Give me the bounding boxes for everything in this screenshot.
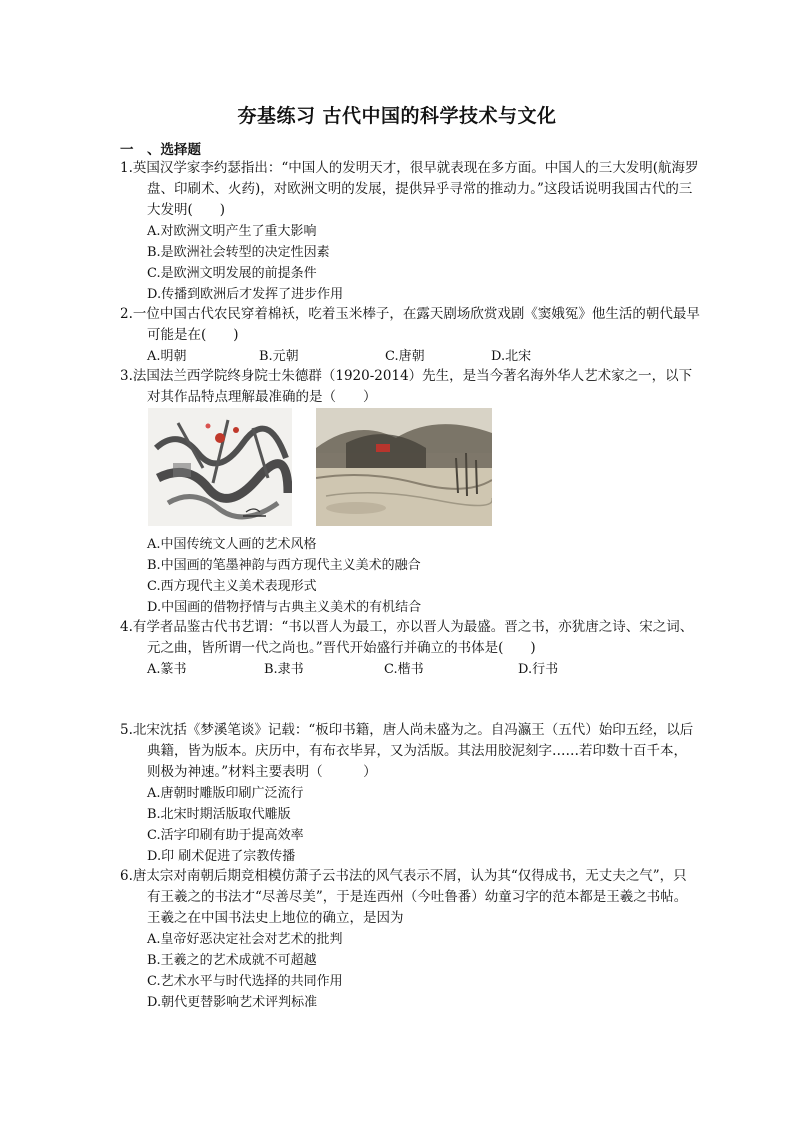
question-3-option-d: D.中国画的借物抒情与古典主义美术的有机结合 xyxy=(147,600,422,615)
question-1 xyxy=(120,158,700,305)
question-6-option-c: C.艺术水平与时代选择的共同作用 xyxy=(147,974,343,989)
question-2 xyxy=(120,304,700,367)
question-5-option-a: A.唐朝时雕版印刷广泛流行 xyxy=(147,786,304,801)
question-1-text: 1.英国汉学家李约瑟指出：“中国人的发明天才，很早就表现在多方面。中国人的三大发明(航海罗盘、印刷术、火药)，对欧洲文明的发展，提供异乎寻常的推动力。”这段话说明我国古代的三大发明( ) xyxy=(120,160,699,218)
question-6-text: 6.唐太宗对南朝后期竞相模仿萧子云书法的风气表示不屑，认为其“仅得成书，无丈夫之气”，只有王羲之的书法才“尽善尽美”，于是连西州（今吐鲁番）幼童习字的范本都是王羲之书帖。王羲之在中国书法史上地位的确立，是因为 xyxy=(120,868,688,926)
question-1-option-a: A.对欧洲文明产生了重大影响 xyxy=(147,224,317,239)
question-1-option-b: B.是欧洲社会转型的决定性因素 xyxy=(147,245,330,260)
artwork-images xyxy=(148,408,493,528)
question-6 xyxy=(120,866,700,1013)
question-4 xyxy=(120,617,700,680)
question-5-option-b: B.北宋时期活版取代雕版 xyxy=(147,807,291,822)
question-2-option-d: D.北宋 xyxy=(491,349,532,364)
question-2-option-b: B.元朝 xyxy=(259,349,299,364)
question-2-text: 2.一位中国古代农民穿着棉袄，吃着玉米棒子，在露天剧场欣赏戏剧《窦娥冤》他生活的朝代最早可能是在( ) xyxy=(120,306,700,343)
question-3-text: 3.法国法兰西学院终身院士朱德群（1920-2014）先生，是当今著名海外华人艺术家之一，以下对其作品特点理解最准确的是（ ） xyxy=(120,368,693,405)
section-heading: 一 、选择题 xyxy=(120,142,201,158)
question-6-option-d: D.朝代更替影响艺术评判标准 xyxy=(147,995,318,1010)
question-2-options xyxy=(120,346,700,367)
question-4-option-c: C.楷书 xyxy=(384,662,424,677)
question-1-option-d: D.传播到欧洲后才发挥了进步作用 xyxy=(147,287,344,302)
question-5 xyxy=(120,720,700,867)
question-2-option-a: A.明朝 xyxy=(147,349,187,364)
question-6-option-b: B.王羲之的艺术成就不可超越 xyxy=(147,953,317,968)
question-3-option-a: A.中国传统文人画的艺术风格 xyxy=(147,537,317,552)
question-5-text: 5.北宋沈括《梦溪笔谈》记载：“板印书籍，唐人尚未盛为之。自冯瀛王（五代）始印五经，以后典籍，皆为版本。庆历中，有布衣毕昇，又为活版。其法用胶泥刻字……若印数十百千本，则极为神速。”材料主要表明（ ） xyxy=(120,722,694,780)
question-3 xyxy=(120,366,700,408)
question-4-option-b: B.隶书 xyxy=(264,662,304,677)
question-5-option-d: D.印 刷术促进了宗教传播 xyxy=(147,849,296,864)
question-4-option-d: D.行书 xyxy=(518,662,559,677)
question-4-options xyxy=(120,659,700,680)
abstract-ink-painting xyxy=(148,408,292,526)
question-3-option-b: B.中国画的笔墨神韵与西方现代主义美术的融合 xyxy=(147,558,421,573)
question-3-option-c: C.西方现代主义美术表现形式 xyxy=(147,579,317,594)
question-3-options xyxy=(120,534,700,618)
landscape-painting xyxy=(316,408,492,526)
question-1-option-c: C.是欧洲文明发展的前提条件 xyxy=(147,266,317,281)
page-title: 夯基练习 古代中国的科学技术与文化 xyxy=(237,105,557,127)
question-4-option-a: A.篆书 xyxy=(147,662,187,677)
question-4-text: 4.有学者品鉴古代书艺谓：“书以晋人为最工，亦以晋人为最盛。晋之书，亦犹唐之诗、宋之词、元之曲，皆所谓一代之尚也。”晋代开始盛行并确立的书体是( ) xyxy=(120,619,694,656)
question-6-option-a: A.皇帝好恶决定社会对艺术的批判 xyxy=(147,932,343,947)
question-2-option-c: C.唐朝 xyxy=(385,349,425,364)
question-5-option-c: C.活字印刷有助于提高效率 xyxy=(147,828,304,843)
